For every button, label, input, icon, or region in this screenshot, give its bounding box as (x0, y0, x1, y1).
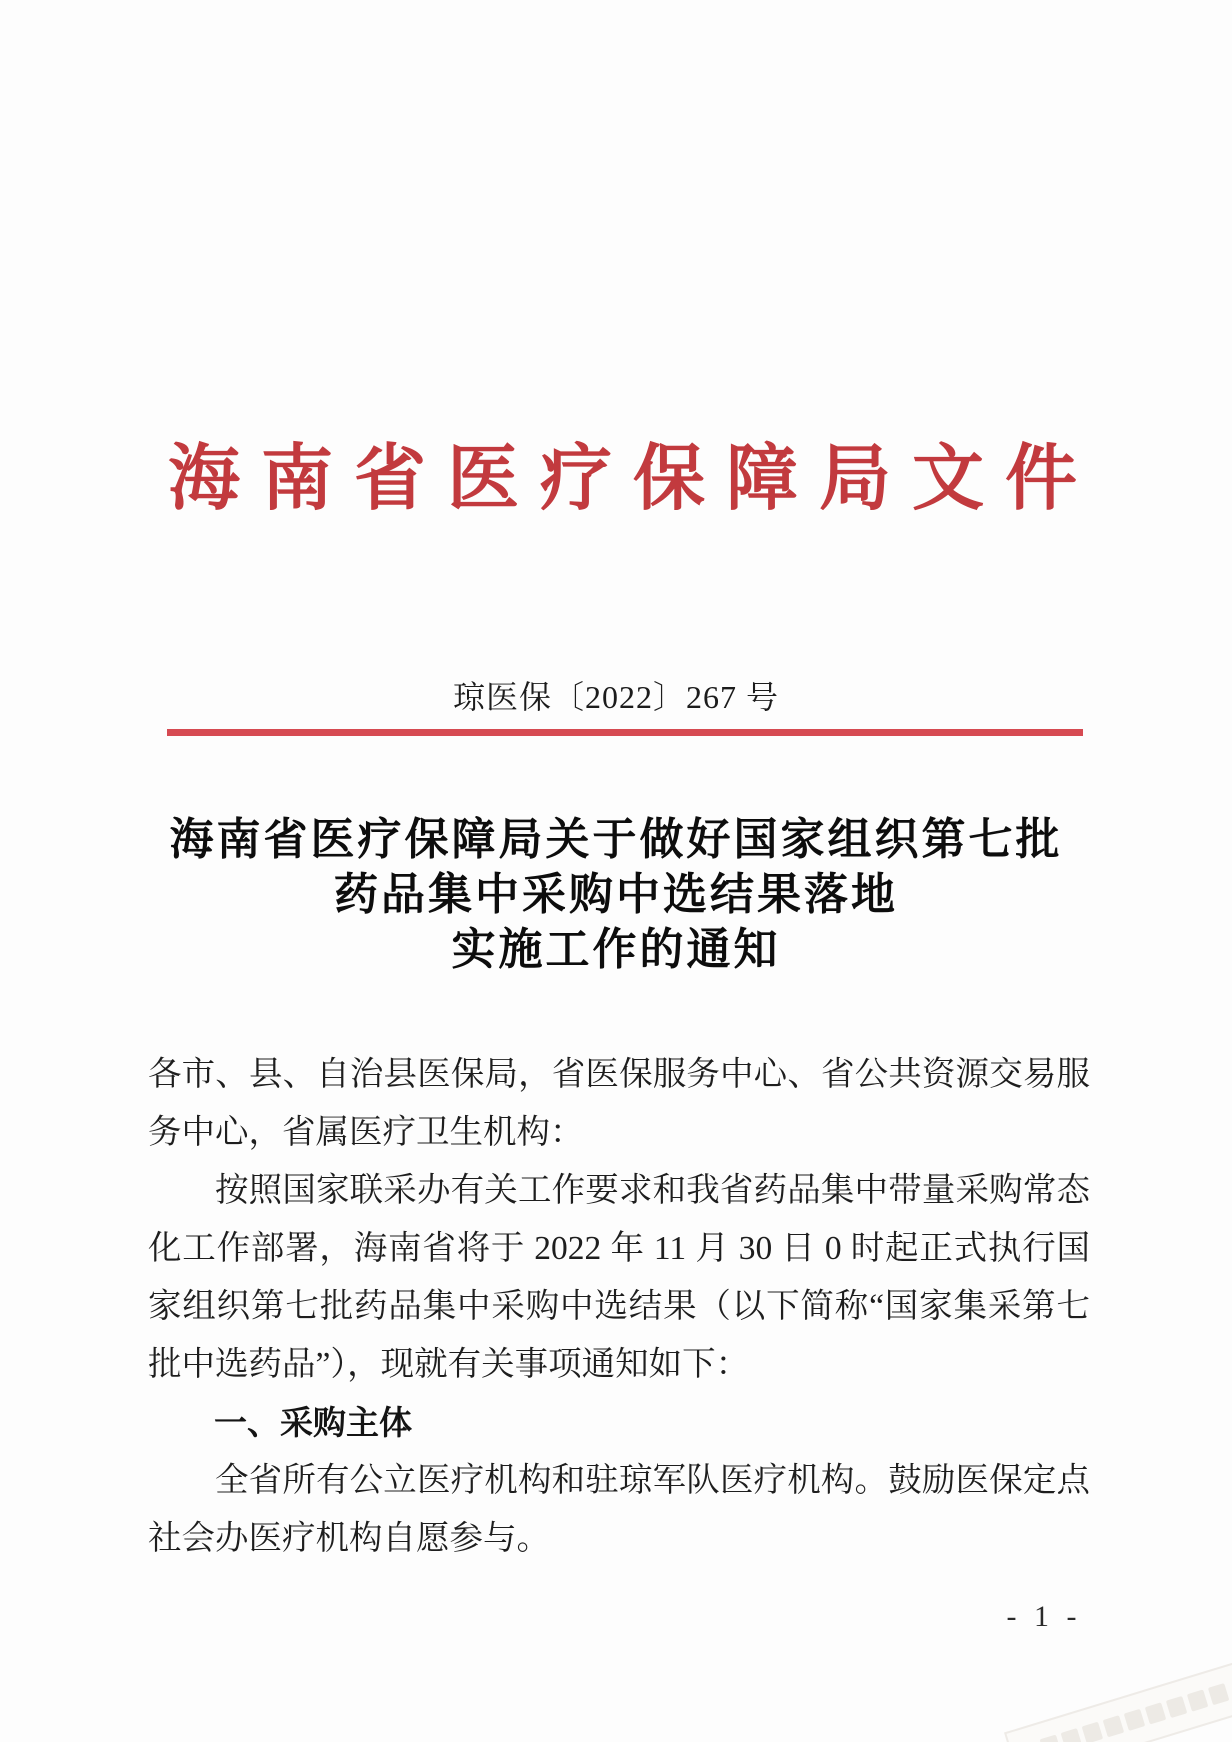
watermark-glyph (1207, 1683, 1229, 1705)
watermark-glyph (1081, 1722, 1103, 1742)
document-title (0, 812, 1232, 977)
watermark-glyph (1186, 1690, 1208, 1712)
watermark-glyph (1123, 1709, 1145, 1731)
watermark-glyph (1060, 1728, 1082, 1742)
section-1-heading: 一、采购主体 (214, 1404, 412, 1441)
body-paragraph-1: 按照国家联采办有关工作要求和我省药品集中带量采购常态化工作部署，海南省将于 2022 年 11 月 30 日 0 时起正式执行国家组织第七批药品集中采购中选结果（以下简称“国家集采第七批中选药品”），现就有关事项通知如下： (148, 1172, 1090, 1383)
watermark-glyph (1102, 1715, 1124, 1737)
page-number: - 1 - (1006, 1600, 1082, 1633)
watermark-glyph (1144, 1702, 1166, 1724)
watermark-glyph (1039, 1735, 1061, 1742)
document-title-line-1: 海南省医疗保障局关于做好国家组织第七批 (169, 815, 1063, 864)
watermark-glyph (1165, 1696, 1187, 1718)
red-divider-rule (167, 729, 1083, 736)
document-title-line-3: 实施工作的通知 (451, 925, 781, 974)
document-title-line-2: 药品集中采购中选结果落地 (334, 870, 898, 919)
section-1-paragraph: 全省所有公立医疗机构和驻琼军队医疗机构。鼓励医保定点社会办医疗机构自愿参与。 (148, 1462, 1090, 1557)
document-body (148, 1046, 1090, 1568)
recipients-salutation: 各市、县、自治县医保局，省医保服务中心、省公共资源交易服务中心，省属医疗卫生机构： (148, 1056, 1090, 1151)
red-letterhead-title: 海南省医疗保障局文件 (168, 439, 1099, 519)
illegible-stamp-watermark-icon (1004, 1658, 1232, 1742)
document-number: 琼医保〔2022〕267 号 (452, 679, 779, 715)
